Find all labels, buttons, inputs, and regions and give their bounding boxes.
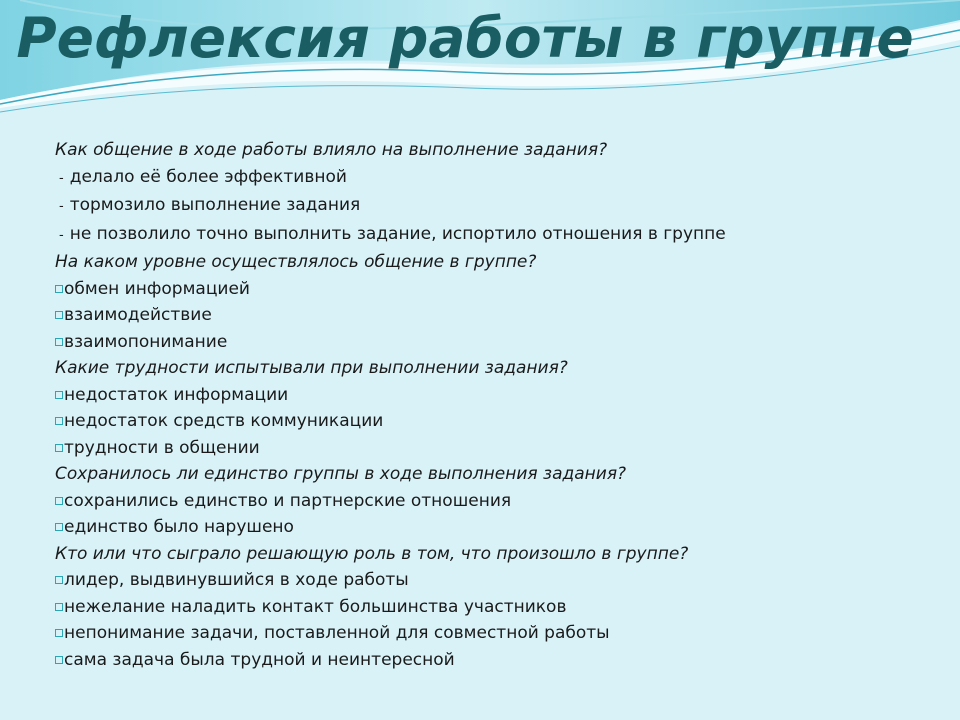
bullet-square-icon <box>55 523 63 531</box>
dash-marker-icon: - <box>59 170 64 186</box>
item-text: трудности в общении <box>64 437 260 458</box>
item-text: На каком уровне осуществлялось общение в группе? <box>55 252 537 272</box>
dash-marker-icon: - <box>59 199 64 214</box>
item-text: сама задача была трудной и неинтересной <box>64 649 455 670</box>
answer-option <box>55 514 945 541</box>
bullet-square-icon <box>55 629 63 637</box>
question-text <box>55 249 945 276</box>
bullet-square-icon <box>55 656 63 664</box>
item-text: единство было нарушено <box>64 517 294 537</box>
item-text: Как общение в ходе работы влияло на выполнение задания? <box>55 140 608 160</box>
bullet-square-icon <box>55 311 63 319</box>
dash-marker-icon: - <box>59 227 64 243</box>
item-text: недостаток средств коммуникации <box>64 411 384 431</box>
bullet-square-icon <box>55 497 63 505</box>
item-text: сохранились единство и партнерские отношения <box>64 490 512 511</box>
answer-option <box>55 435 945 462</box>
item-text: Сохранилось ли единство группы в ходе выполнения задания? <box>55 464 627 484</box>
item-text: непонимание задачи, поставленной для совместной работы <box>64 623 610 643</box>
item-text: тормозило выполнение задания <box>69 195 361 215</box>
bullet-square-icon <box>55 285 63 293</box>
question-text <box>55 541 945 568</box>
question-text <box>55 137 945 164</box>
answer-option <box>55 488 945 515</box>
bullet-square-icon <box>55 417 63 425</box>
item-text: взаимопонимание <box>64 331 228 352</box>
answer-option <box>55 221 945 250</box>
bullet-square-icon <box>55 444 63 452</box>
answer-option <box>55 329 945 356</box>
answer-option <box>55 302 945 329</box>
item-text: Какие трудности испытывали при выполнении задания? <box>55 358 568 378</box>
bullet-square-icon <box>55 391 63 399</box>
item-text: делало её более эффективной <box>69 166 347 187</box>
bullet-square-icon <box>55 338 63 346</box>
page-title: Рефлексия работы в группе <box>16 6 914 70</box>
answer-option <box>55 620 945 647</box>
item-text: взаимодействие <box>64 305 212 325</box>
answer-option <box>55 594 945 621</box>
item-text: недостаток информации <box>64 384 289 405</box>
answer-option <box>55 276 945 303</box>
question-list <box>55 137 945 673</box>
answer-option <box>55 408 945 435</box>
bullet-square-icon <box>55 576 63 584</box>
bullet-square-icon <box>55 603 63 611</box>
item-text: лидер, выдвинувшийся в ходе работы <box>64 570 409 590</box>
answer-option <box>55 164 945 193</box>
answer-option <box>55 567 945 594</box>
item-text: не позволило точно выполнить задание, испортило отношения в группе <box>69 223 726 244</box>
answer-option <box>55 382 945 409</box>
answer-option <box>55 647 945 674</box>
item-text: Кто или что сыграло решающую роль в том, что произошло в группе? <box>55 543 689 564</box>
item-text: нежелание наладить контакт большинства участников <box>64 596 567 617</box>
item-text: обмен информацией <box>64 278 250 299</box>
answer-option <box>55 192 945 221</box>
question-text <box>55 461 945 488</box>
question-text <box>55 355 945 382</box>
